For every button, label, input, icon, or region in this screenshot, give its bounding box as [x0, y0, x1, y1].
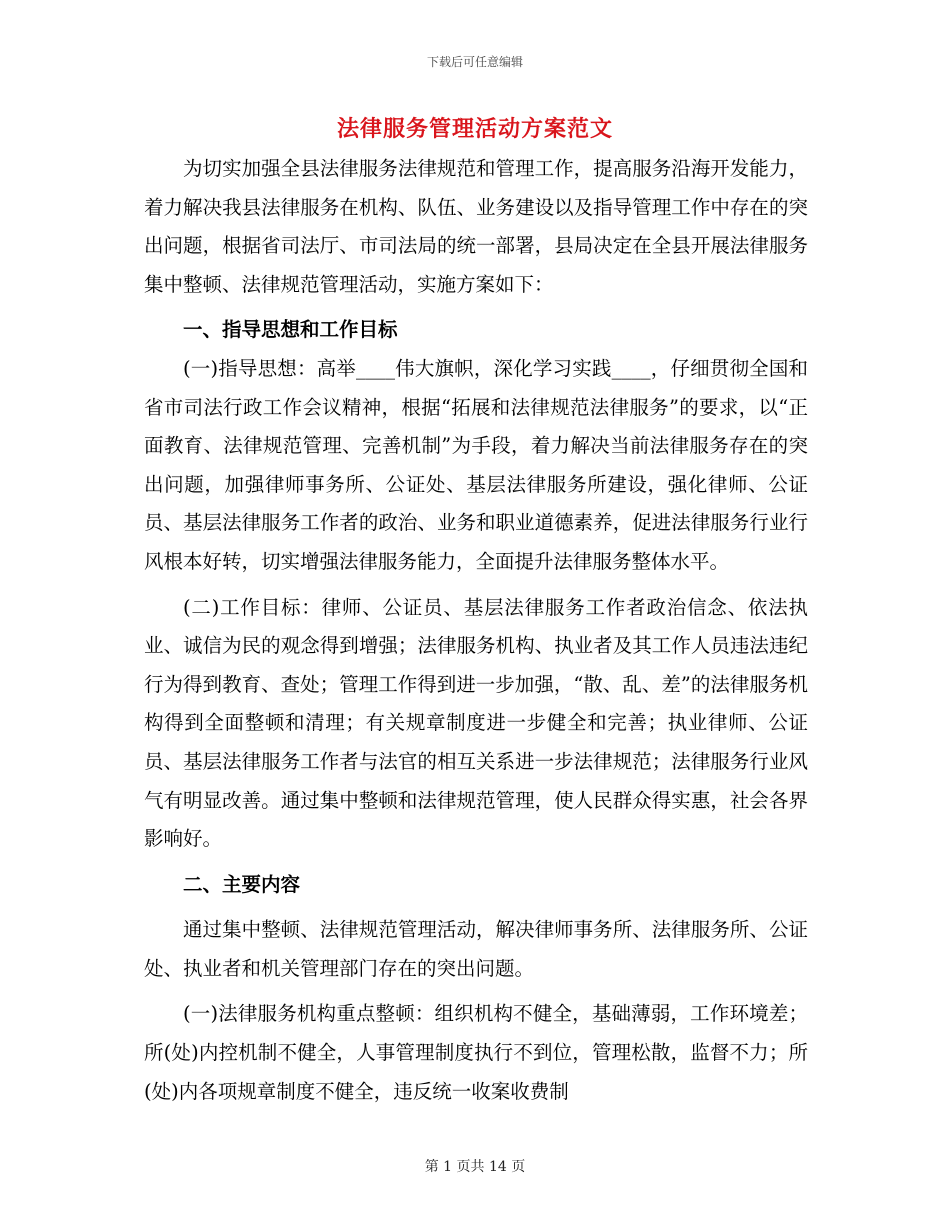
paragraph-intro: 为切实加强全县法律服务法律规范和管理工作，提高服务沿海开发能力，着力解决我县法律服务在机构、队伍、业务建设以及指导管理工作中存在的突出问题，根据省司法厅、市司法局的统一部署，县局决定在全县开展法律服务集中整顿、法律规范管理活动，实施方案如下：: [144, 157, 808, 296]
section-heading-1: 一、指导思想和工作目标: [183, 318, 398, 342]
paragraph-work-goals: (二)工作目标：律师、公证员、基层法律服务工作者政治信念、依法执业、诚信为民的观念得到增强；法律服务机构、执业者及其工作人员违法违纪行为得到教育、查处；管理工作得到进一步加强，“散、乱、差”的法律服务机构得到全面整顿和清理；有关规章制度进一步健全和完善；执业律师、公证员、基层法律服务工作者与法官的相互关系进一步法律规范；法律服务行业风气有明显改善。通过集中整顿和法律规范管理，使人民群众得实惠，社会各界影响好。: [144, 595, 808, 851]
header-note: 下载后可任意编辑: [426, 55, 523, 69]
page-footer: 第 1 页共 14 页: [424, 1159, 526, 1175]
paragraph-guiding-thought: (一)指导思想：高举____伟大旗帜，深化学习实践____，仔细贯彻全国和省市司法行政工作会议精神，根据“拓展和法律规范法律服务”的要求，以“正面教育、法律规范管理、完善机制”为手段，着力解决当前法律服务存在的突出问题，加强律师事务所、公证处、基层法律服务所建设，强化律师、公证员、基层法律服务工作者的政治、业务和职业道德素养，促进法律服务行业行风根本好转，切实增强法律服务能力，全面提升法律服务整体水平。: [144, 356, 808, 573]
paragraph-key-rectification: (一)法律服务机构重点整顿：组织机构不健全，基础薄弱，工作环境差；所(处)内控机制不健全，人事管理制度执行不到位，管理松散，监督不力；所(处)内各项规章制度不健全，违反统一收案收费制: [144, 1002, 808, 1103]
section-heading-2: 二、主要内容: [183, 872, 301, 896]
paragraph-main-content: 通过集中整顿、法律规范管理活动，解决律师事务所、法律服务所、公证处、执业者和机关管理部门存在的突出问题。: [144, 918, 808, 980]
document-body: [144, 150, 808, 1111]
document-title: 法律服务管理活动方案范文: [336, 116, 613, 142]
